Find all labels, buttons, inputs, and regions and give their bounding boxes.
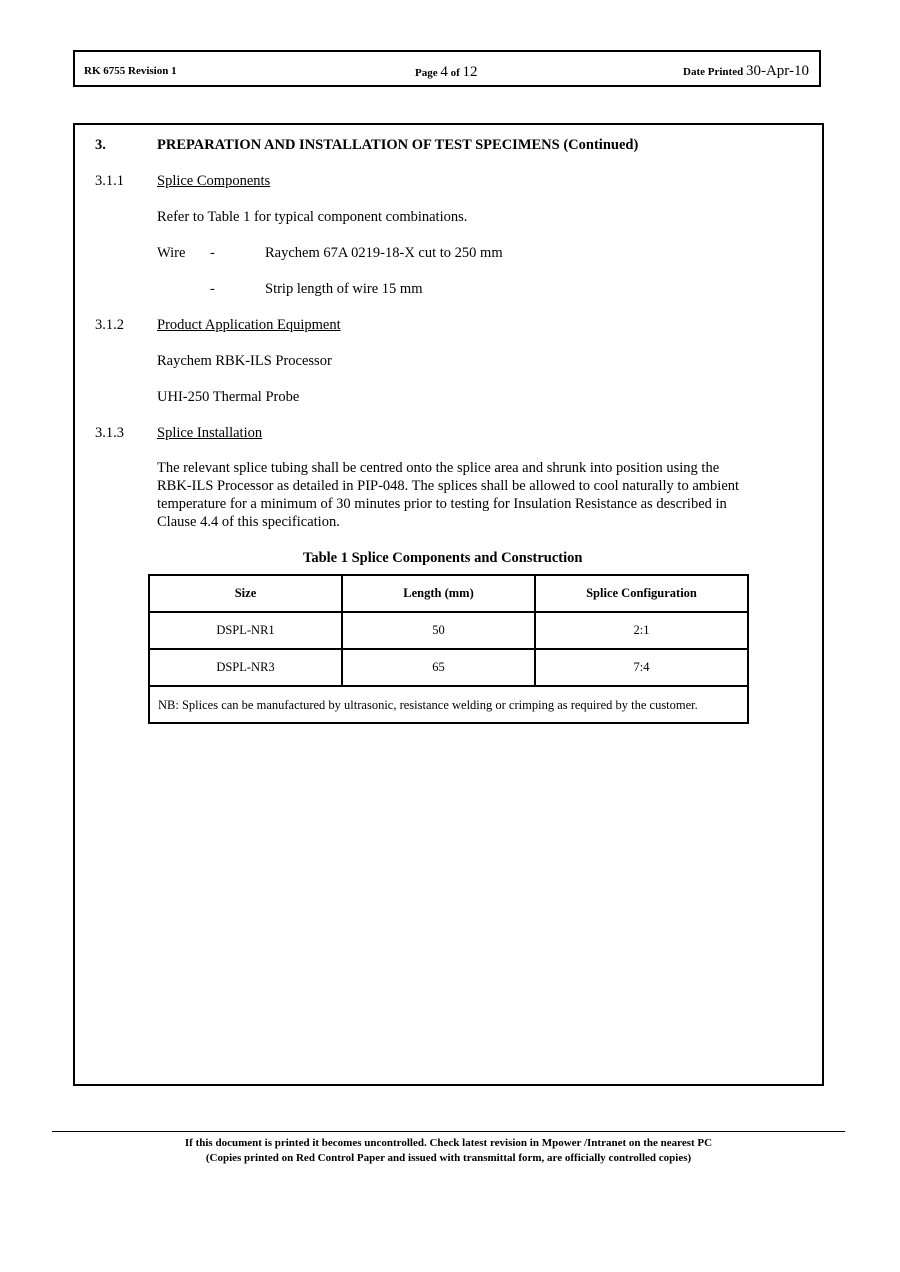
page-of: of (450, 67, 460, 79)
clause-3-1-1-heading: Splice Components (157, 173, 271, 189)
footer-line-2: (Copies printed on Red Control Paper and issued with transmittal form, are officially controlled copies) (205, 1152, 692, 1164)
equipment-item: UHI-250 Thermal Probe (157, 389, 300, 405)
table-note: NB: Splices can be manufactured by ultrasonic, resistance welding or crimping as required by the customer. (149, 686, 748, 723)
clause-3-1-3-heading: Splice Installation (157, 425, 263, 441)
date-label: Date Printed (683, 66, 744, 78)
table-row (149, 612, 748, 649)
table-cell: 7:4 (535, 649, 748, 686)
table-cell: DSPL-NR3 (149, 649, 342, 686)
column-header: Splice Configuration (535, 575, 748, 612)
splice-components-table (148, 574, 749, 724)
wire-spec: Raychem 67A 0219-18-X cut to 250 mm (265, 245, 503, 261)
table-row (149, 649, 748, 686)
table-header-row (149, 575, 748, 612)
date-value: 30-Apr-10 (745, 63, 809, 79)
wire-dash-1: - (210, 245, 215, 261)
table-cell: DSPL-NR1 (149, 612, 342, 649)
splice-components-intro: Refer to Table 1 for typical component combinations. (157, 209, 468, 225)
document-id: RK 6755 Revision 1 (84, 65, 177, 77)
clause-3-1-2-heading: Product Application Equipment (157, 317, 341, 333)
equipment-item: Raychem RBK-ILS Processor (157, 353, 332, 369)
clause-3-1-2-number: 3.1.2 (95, 317, 124, 333)
clause-3-1-1-number: 3.1.1 (95, 173, 124, 189)
wire-label: Wire (157, 245, 186, 261)
column-header: Size (149, 575, 342, 612)
clause-3-1-3-number: 3.1.3 (95, 425, 124, 441)
splice-installation-paragraph: The relevant splice tubing shall be centred onto the splice area and shrunk into position using the RBK-ILS Processor as detailed in PIP-048. The splices shall be allowed to cool naturally to ambient temperature for a minimum of 30 minutes prior to testing for Insulation Resistance as described in Clause 4.4 of this specification. (157, 460, 740, 530)
table-cell: 50 (342, 612, 535, 649)
page-total: 12 (462, 64, 478, 80)
table-cell: 2:1 (535, 612, 748, 649)
page-current: 4 (440, 64, 448, 80)
column-header: Length (mm) (342, 575, 535, 612)
page-label: Page (415, 67, 438, 79)
page-header (73, 50, 821, 87)
table-cell: 65 (342, 649, 535, 686)
section-title: PREPARATION AND INSTALLATION OF TEST SPECIMENS (Continued) (157, 137, 639, 153)
footer-divider (52, 1131, 845, 1132)
wire-strip-length: Strip length of wire 15 mm (265, 281, 423, 297)
page-indicator (415, 64, 478, 81)
table-note-row (149, 686, 748, 723)
wire-dash-2: - (210, 281, 215, 297)
date-printed (683, 63, 809, 80)
footer-line-1: If this document is printed it becomes uncontrolled. Check latest revision in Mpower /Intranet on the nearest PC (184, 1137, 713, 1149)
table-caption: Table 1 Splice Components and Construction (303, 550, 583, 566)
section-number: 3. (95, 137, 106, 153)
